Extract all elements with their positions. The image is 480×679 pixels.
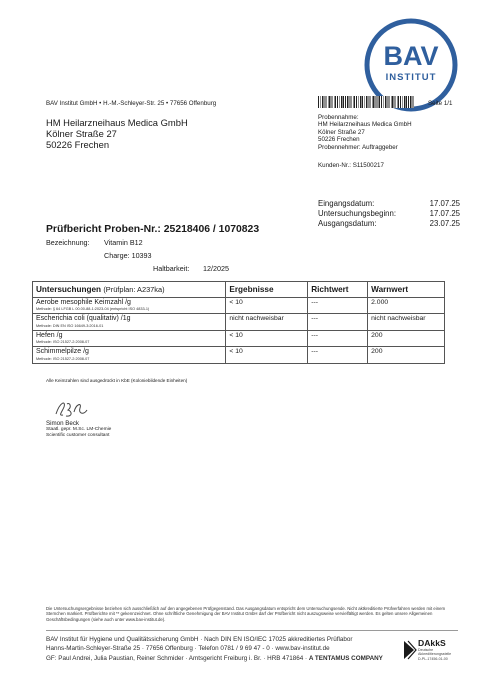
- guide-cell: ---: [308, 347, 368, 363]
- tentamus-brand: A TENTAMUS COMPANY: [308, 654, 383, 662]
- disclaimer: Die Untersuchungsergebnisse beziehen sich ausschließlich auf den angegebenen Prüfgegenstand. Das Ausgangsdatum entspricht dem Untersuchungsende. Nicht aktkreditierte Prüfverfahren werden mit einem Sternchen markiert. Prüfberichte mit ** gekennzeichnet. Ohne schriftliche Genehmigung der BAV Institut GmbH darf der Prüfbericht nicht auszugsweise vervielfältigt werden. Es gelten unsere Allgemeinen Geschäftsbedingungen (siehe auch unter www.bav-institut.de).: [46, 606, 446, 622]
- test-method: Methode: ISO 21527-2:2008-07: [36, 356, 90, 361]
- guide-cell: ---: [308, 298, 368, 314]
- guide-cell: ---: [308, 314, 368, 330]
- table-row: [33, 314, 445, 330]
- barcode: [318, 96, 414, 108]
- signer-name: Simon Beck: [46, 420, 80, 427]
- warn-cell: 200: [368, 347, 445, 363]
- footer-line: [46, 654, 383, 663]
- date-value: 17.07.25: [429, 199, 460, 208]
- signer-title: Staatl. gepr. M.Sc. LM-Chemie: [46, 427, 112, 433]
- footer-line: BAV Institut für Hygiene und Qualitätssicherung GmbH · Nach DIN EN ISO/IEC 17025 akkreditiertes Prüflabor: [46, 636, 353, 643]
- recipient-address: [46, 117, 188, 150]
- shelf-life-value: 12/2025: [203, 264, 229, 273]
- results-table: [32, 281, 445, 364]
- warn-cell: 200: [368, 330, 445, 346]
- header-guide: Richtwert: [308, 282, 368, 298]
- table-row: [33, 298, 445, 314]
- result-cell: < 10: [226, 298, 308, 314]
- guide-cell: ---: [308, 330, 368, 346]
- charge: Charge: 10393: [104, 251, 152, 260]
- shelf-life-label: Haltbarkeit:: [153, 264, 190, 273]
- test-name: Aerobe mesophile Keimzahl /g: [36, 299, 131, 306]
- table-header-row: [33, 282, 445, 298]
- recipient-line: 50226 Frechen: [46, 139, 110, 150]
- test-name: Schimmelpilze /g: [36, 348, 89, 356]
- date-label: Eingangsdatum:: [318, 199, 375, 208]
- table-row: [33, 330, 445, 346]
- dates-table: [318, 199, 460, 229]
- footer-divider: [46, 630, 458, 631]
- recipient-line: HM Heilarzneihaus Medica GmbH: [46, 117, 188, 128]
- date-value: 23.07.25: [429, 219, 460, 228]
- sampler-line: Probennehmer: Auftraggeber: [318, 143, 398, 151]
- warn-cell: 2.000: [368, 298, 445, 314]
- sampling-label: Probennahme:: [318, 114, 359, 121]
- result-cell: < 10: [226, 347, 308, 363]
- header-result: Ergebnisse: [226, 282, 308, 298]
- logo-text-2: INSTITUT: [385, 72, 437, 83]
- customer-number: Kunden-Nr.: S11500217: [318, 162, 384, 169]
- table-row: [33, 347, 445, 363]
- report-title: Prüfbericht Proben-Nr.: 25218406 / 1070823: [46, 224, 260, 235]
- test-name: Hefen /g: [36, 331, 63, 339]
- sampling-line: 50226 Frechen: [318, 136, 360, 144]
- warn-cell: nicht nachweisbar: [368, 314, 445, 330]
- designation-label: Bezeichnung:: [46, 238, 90, 247]
- dakks-name: DAkkS: [418, 638, 446, 648]
- header-test: Untersuchungen (Prüfplan: A237ka): [33, 282, 226, 298]
- page-number: Seite 1/1: [428, 100, 453, 107]
- date-value: 17.07.25: [429, 209, 460, 218]
- result-cell: < 10: [226, 330, 308, 346]
- logo-text-1: BAV: [383, 41, 439, 71]
- date-label: Untersuchungsbeginn:: [318, 209, 397, 218]
- signer-role: Scientific customer consultant: [46, 433, 110, 439]
- footer-line-text: GF: Paul Andrei, Julia Paustian, Reiner Schmider · Amtsgericht Freiburg i. Br. · HRB 471864 ·: [46, 654, 308, 662]
- sampling-line: HM Heilarzneihaus Medica GmbH: [318, 121, 412, 129]
- header-plan: (Prüfplan: A237ka): [103, 285, 165, 294]
- test-name: Escherichia coli (qualitativ) /1g: [36, 315, 131, 323]
- footer: [46, 635, 383, 663]
- designation-value: Vitamin B12: [104, 238, 143, 247]
- date-label: Ausgangsdatum:: [318, 219, 377, 228]
- header-warn: Warnwert: [368, 282, 445, 298]
- sender-line: BAV Institut GmbH • H.-M.-Schleyer-Str. 25 • 77656 Offenburg: [46, 100, 217, 107]
- signer-block: [46, 420, 111, 439]
- footer-line: Hanns-Martin-Schleyer-Straße 25 · 77656 Offenburg · Telefon 0781 / 9 69 47 - 0 · www.bav-institut.de: [46, 645, 330, 653]
- dakks-logo: [402, 637, 462, 667]
- recipient-line: Kölner Straße 27: [46, 128, 117, 139]
- test-method: Methode: DIN EN ISO 16649-3:2016-01: [36, 323, 104, 328]
- dakks-sub: Deutsche Akkreditierungsstelle D-PL-17456-01-00: [418, 648, 452, 661]
- test-method: Methode: ISO 21527-2:2008-07: [36, 340, 90, 345]
- result-cell: nicht nachweisbar: [226, 314, 308, 330]
- sampling-block: [318, 114, 412, 151]
- sampling-line: Kölner Straße 27: [318, 128, 365, 136]
- test-method: Methode: § 64 LFGB L 00.00-88-1:2023-04 (entspricht ISO 4833-1): [36, 307, 150, 312]
- table-note: Alle Keimzahlen sind ausgedrückt in KbE (Koloniebildende Einheiten): [46, 378, 188, 383]
